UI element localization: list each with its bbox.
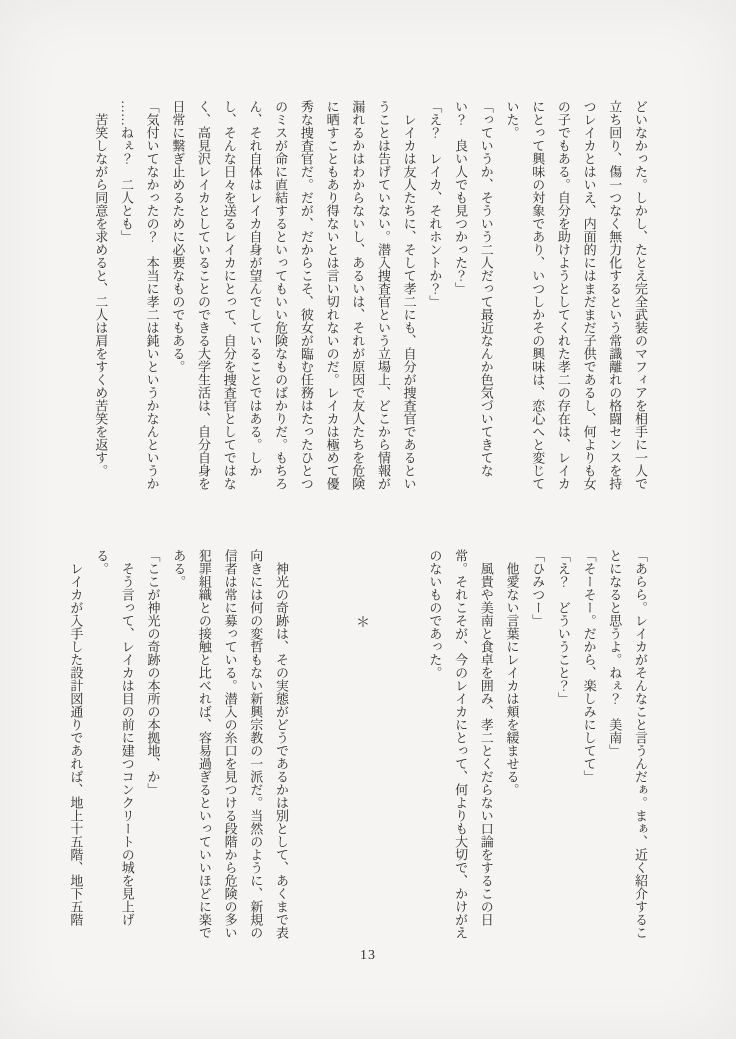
text-line: 向きには何の変哲もない新興宗教の一派だ。当然のように、新規の [248, 549, 264, 939]
text-line: つレイカとはいえ、内面的にはまだまだ子供であるし、何よりも女 [581, 100, 597, 490]
text-line: ある。 [171, 549, 187, 588]
text-line: 「え？ どういうこと？」 [555, 549, 571, 705]
text-line: 「ひみつー」 [530, 549, 546, 627]
lower-text-block-part2 [63, 549, 294, 939]
text-line: 犯罪組織との接触と比べれば、容易過ぎるといっていいほどに楽で [196, 549, 212, 939]
text-line: る。 [94, 549, 110, 575]
text-line: ん、それ自体はレイカ自身が望んでしていることではある。しか [247, 100, 263, 477]
text-line: どいなかった。しかし、たとえ完全武装のマフィアを相手に一人で [633, 100, 648, 490]
text-line: ……ねぇ？ 二人とも」 [118, 100, 134, 243]
text-line: のミスが命に直結するといってもいい危険なものばかりだ。もちろ [273, 100, 289, 490]
text-line: 「ここが神光の奇跡の本所の本拠地、か」 [145, 549, 161, 796]
text-line: 他愛ない言葉にレイカは頬を緩ませる。 [504, 549, 520, 796]
text-line: うことは告げていない。潜入捜査官という立場上、どこから情報が [375, 100, 391, 490]
text-line: レイカが入手した設計図通りであれば、地上十五階、地下五階 [68, 549, 84, 926]
text-line: にとって興味の対象であり、いつしかその興味は、恋心へと変じて [530, 100, 546, 490]
scene-separator-asterisk: ＊ [356, 616, 370, 631]
text-line: 神光の奇跡は、その実態がどうであるかは別として、あくまで表 [274, 549, 289, 939]
text-line: く、高見沢レイカとしていることのできる大学生活は、自分自身を [196, 100, 212, 490]
text-line: し、そんな日々を送るレイカにとって、自分を捜査官としてではな [221, 100, 237, 490]
text-line: 立ち回り、傷一つなく無力化するという常識離れの格闘センスを持 [607, 100, 623, 490]
text-line: のないものであった。 [427, 549, 443, 679]
text-line: 風貴や美南と食卓を囲み、孝二とくだらない口論をするこの日 [478, 549, 494, 926]
text-line: 「え？ レイカ、それホントか？」 [427, 100, 443, 308]
text-line: 「気付いてなかったの？ 本当に孝二は鈍いというかなんというか [144, 100, 160, 490]
text-line: そう言って、レイカは目の前に建つコンクリートの城を見上げ [119, 549, 135, 926]
text-line: 日常に繋ぎ止めるために必要なものでもある。 [170, 100, 186, 373]
lower-text-block-part1 [422, 549, 653, 939]
text-line: い？ 良い人でも見つかった？」 [453, 100, 469, 295]
text-line: いた。 [504, 100, 520, 139]
text-line: の子でもある。自分を助けようとしてくれた孝二の存在は、レイカ [555, 100, 571, 490]
text-line: レイカは友人たちに、そして孝二にも、自分が捜査官であるとい [401, 100, 417, 490]
text-line: 「そーそー。だから、楽しみにしてて」 [581, 549, 597, 783]
upper-text-block [88, 100, 653, 494]
text-line: 信者は常に募っている。潜入の糸口を見つける段階から危険の多い [222, 549, 238, 939]
text-line: 常。それこそが、今のレイカにとって、何よりも大切で、かけがえ [453, 549, 469, 939]
text-line: とになると思うよ。ねぇ？ 美南」 [607, 549, 623, 757]
text-line: に晒すこともあり得ないとは言い切れないのだ。レイカは極めて優 [324, 100, 340, 490]
text-line: 秀な捜査官だ。だが、だからこそ、彼女が臨む任務はたったひとつ [298, 100, 314, 490]
text-line: 「あらら。レイカがそんなこと言うんだぁ。まぁ、近く紹介するこ [633, 549, 648, 939]
text-line: 苦笑しながら同意を求めると、二人は肩をすくめ苦笑を返す。 [93, 100, 109, 477]
text-line: 漏れるかはわからないし、あるいは、それが原因で友人たちを危険 [350, 100, 366, 490]
page-number: 13 [360, 948, 376, 963]
text-line: 「っていうか、そういう二人だって最近なんか色気づいてきてな [478, 100, 494, 477]
